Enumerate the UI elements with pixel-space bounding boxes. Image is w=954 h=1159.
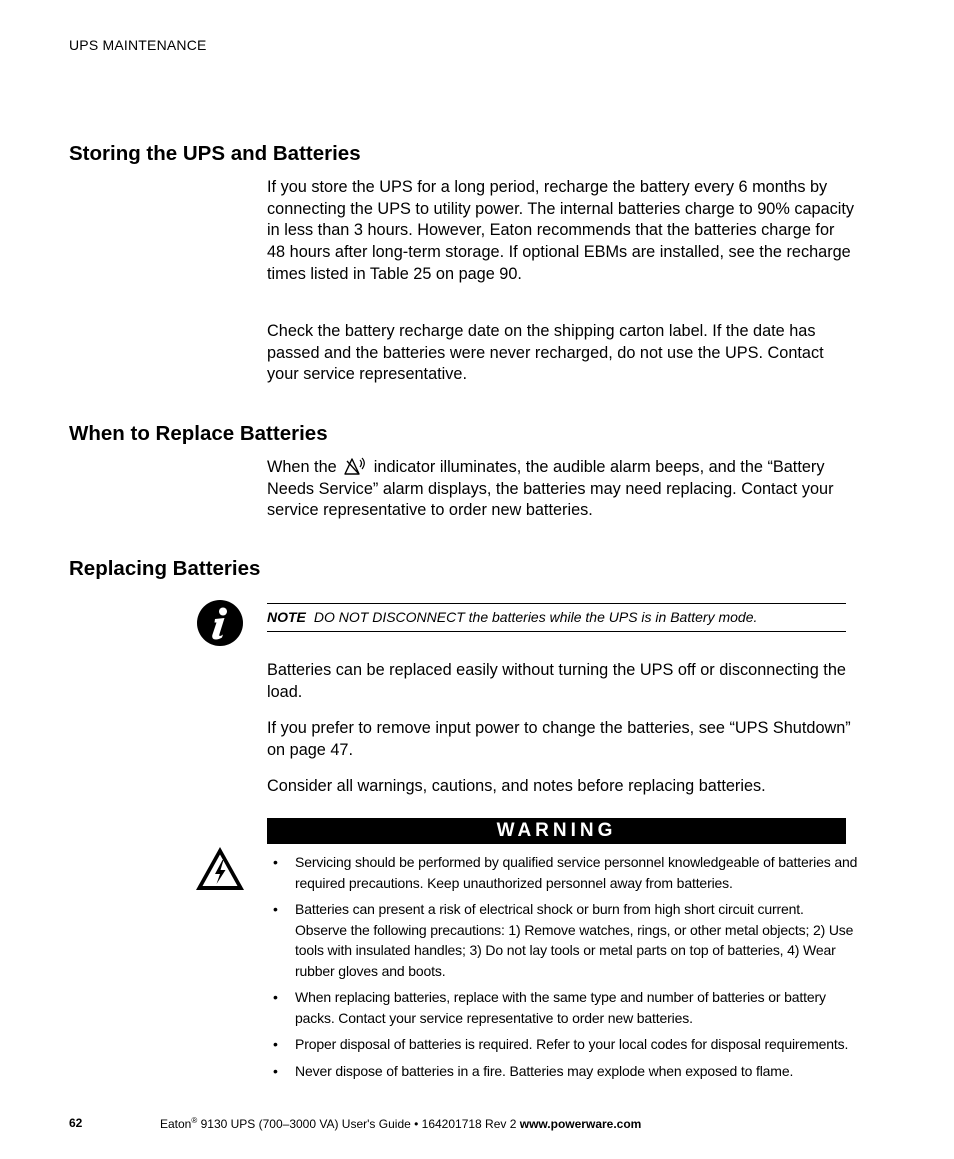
warning-item: • Proper disposal of batteries is required. Refer to your local codes for disposal requirements. (273, 1034, 858, 1055)
note-label: NOTE (267, 609, 306, 625)
warning-item: • When replacing batteries, replace with the same type and number of batteries or battery packs. Contact your service representative to order new batteries. (273, 987, 858, 1028)
footer-text (160, 1116, 641, 1131)
replace-paragraph (267, 457, 857, 522)
warning-item: • Servicing should be performed by qualified service personnel knowledgeable of batteries and required precautions. Keep unauthorized personnel away from batteries. (273, 852, 858, 893)
section-heading-replacing: Replacing Batteries (69, 557, 261, 580)
section-heading-when-to-replace: When to Replace Batteries (69, 422, 328, 445)
warning-item: • Batteries can present a risk of electrical shock or burn from high short circuit current. Observe the following precautions: 1) Remove watches, rings, or other metal objects; 2) Use tools with insulated handles; 3) Do not lay tools or metal parts on top of batteries, 4) Wear rubber gloves and boots. (273, 899, 858, 981)
storing-paragraph-1: If you store the UPS for a long period, recharge the battery every 6 months by connecting the UPS to utility power. The internal batteries charge to 90% capacity in less than 3 hours. However, Eaton recommends that the batteries charge for 48 hours after long-term storage. If optional EBMs are installed, see the recharge times listed in Table 25 on page 90. (267, 178, 855, 283)
note-text: DO NOT DISCONNECT the batteries while the UPS is in Battery mode. (313, 609, 758, 625)
electrical-hazard-icon (194, 845, 246, 892)
registered-mark: ® (191, 1116, 198, 1125)
warning-banner: WARNING (267, 818, 846, 844)
replacing-paragraph-1: Batteries can be replaced easily without turning the UPS off or disconnecting the load. (267, 661, 846, 701)
section-heading-storing: Storing the UPS and Batteries (69, 142, 361, 165)
battery-service-icon (343, 457, 367, 475)
footer-title: 9130 UPS (700–3000 VA) User's Guide • 164201718 Rev 2 (197, 1117, 520, 1131)
replacing-paragraph-2: If you prefer to remove input power to change the batteries, see “UPS Shutdown” on page 47. (267, 719, 851, 759)
footer-website: www.powerware.com (519, 1117, 642, 1131)
replace-paragraph-rest: indicator illuminates, the audible alarm beeps, and the “Battery Needs Service” alarm displays, the batteries may need replacing. Contact your service representative to order new batteries. (267, 458, 834, 520)
page-number: 62 (69, 1116, 83, 1130)
note-box (267, 603, 846, 632)
footer-brand: Eaton (160, 1117, 192, 1131)
replace-paragraph-lead: When the (267, 458, 337, 476)
running-head: UPS MAINTENANCE (69, 37, 207, 53)
warning-item: • Never dispose of batteries in a fire. Batteries may explode when exposed to flame. (273, 1061, 858, 1082)
replacing-paragraph-3: Consider all warnings, cautions, and notes before replacing batteries. (267, 777, 766, 795)
info-icon (196, 599, 244, 647)
storing-paragraph-2: Check the battery recharge date on the shipping carton label. If the date has passed and the batteries were never recharged, do not use the UPS. Contact your service representative. (267, 322, 824, 384)
warning-list (273, 852, 858, 1087)
